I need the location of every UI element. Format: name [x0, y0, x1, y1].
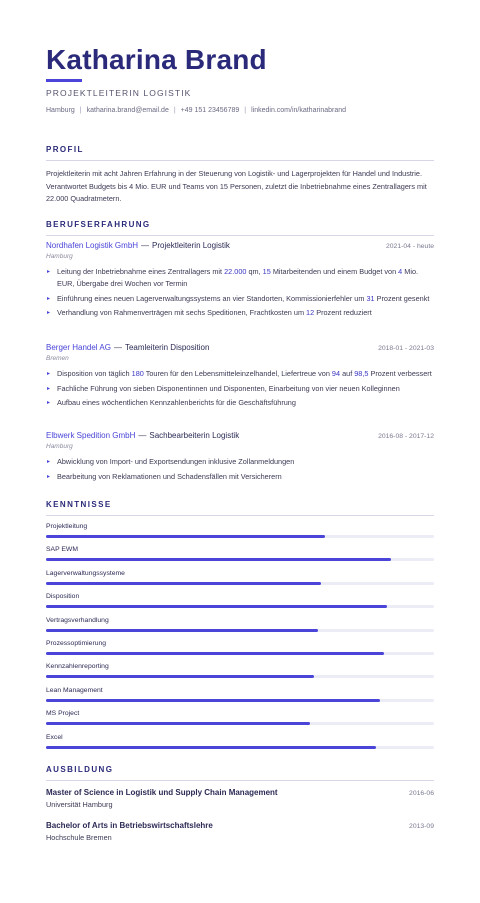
experience-entry: [46, 431, 434, 485]
education-date: 2013-09: [409, 823, 434, 830]
candidate-name: Katharina Brand: [46, 44, 267, 75]
skill-item: [46, 640, 434, 655]
achievement-text: Mio. EUR, Übergabe drei Wochen vor Termin: [57, 267, 419, 288]
experience-dates: 2018-01 - 2021-03: [378, 345, 434, 352]
skill-bar-track: [46, 605, 434, 608]
contact-location: Hamburg: [46, 107, 75, 114]
skill-item: [46, 546, 434, 561]
achievement-text: Bearbeitung von Reklamationen und Schadensfällen mit Versicherern: [57, 471, 282, 481]
skill-item: [46, 523, 434, 538]
highlighted-figure: 98,5: [354, 369, 369, 378]
company-name[interactable]: Nordhafen Logistik GmbH: [46, 241, 139, 250]
experience-header: [46, 431, 434, 440]
skill-label: Excel: [46, 733, 63, 741]
experience-header: [46, 241, 434, 250]
bullet-chevron-icon: ▸: [47, 310, 51, 316]
skill-item: [46, 617, 434, 632]
section-heading-education: AUSBILDUNG: [46, 765, 434, 781]
experience-entry: [46, 343, 434, 412]
title-separator: —: [141, 241, 150, 250]
section-heading-experience: BERUFSERFAHRUNG: [46, 220, 434, 236]
achievement-text: Prozent reduziert: [314, 308, 372, 317]
achievement-text: Prozent verbessert: [368, 369, 432, 378]
skill-label: MS Project: [46, 710, 80, 718]
contact-separator: |: [244, 107, 247, 114]
skill-bar-fill: [46, 605, 387, 608]
highlighted-figure: 4: [398, 267, 403, 276]
skill-bar-track: [46, 652, 434, 655]
achievement-item: [46, 368, 434, 380]
highlighted-figure: 31: [366, 293, 375, 303]
school-name: Universität Hamburg: [46, 800, 113, 809]
degree-title: Bachelor of Arts in Betriebswirtschaftslehre: [46, 821, 213, 830]
skill-bar-fill: [46, 722, 310, 725]
experience-title-line: [46, 431, 239, 440]
achievement-text: Einführung eines neuen Lagerverwaltungssystems an vier Standorten, Kommissionierfehler um: [57, 293, 367, 303]
contact-separator: |: [79, 107, 82, 114]
highlighted-figure: 180: [131, 369, 144, 378]
achievement-text: Aufbau eines wöchentlichen Kennzahlenberichts für die Geschäftsführung: [57, 398, 296, 407]
achievement-item: [46, 307, 434, 319]
achievement-item: [46, 266, 434, 290]
achievement-item: [46, 471, 434, 483]
skill-bar-fill: [46, 558, 391, 561]
experience-dates: 2021-04 - heute: [386, 243, 434, 250]
experience-title-line: [46, 343, 209, 352]
skill-bar-track: [46, 722, 434, 725]
achievement-text: Abwicklung von Import- und Exportsendungen inklusive Zollanmeldungen: [57, 457, 295, 466]
achievement-item: [46, 456, 434, 468]
skill-bar-track: [46, 629, 434, 632]
role-title: Teamleiterin Disposition: [124, 343, 210, 352]
achievement-text: Touren für den Lebensmitteleinzelhandel, Liefertreue von: [143, 369, 332, 378]
skill-label: Vertragsverhandlung: [46, 616, 109, 624]
title-separator: —: [113, 343, 122, 352]
school-name: Hochschule Bremen: [46, 833, 112, 842]
highlighted-figure: 22.000: [224, 267, 247, 276]
title-separator: —: [138, 431, 147, 440]
skill-bar-track: [46, 699, 434, 702]
skill-label: Kennzahlenreporting: [46, 663, 109, 671]
company-name[interactable]: Elbwerk Spedition GmbH: [46, 431, 136, 440]
experience-location: Bremen: [46, 355, 69, 362]
skill-bar-track: [46, 558, 434, 561]
bullet-chevron-icon: ▸: [47, 400, 51, 406]
bullet-chevron-icon: ▸: [47, 295, 51, 302]
skill-bar-track: [46, 675, 434, 678]
contact-email[interactable]: katharina.brand@email.de: [86, 107, 169, 114]
highlighted-figure: 12: [306, 308, 315, 317]
achievement-list: [46, 456, 434, 483]
achievement-text: Verhandlung von Rahmenverträgen mit sechs Speditionen, Frachtkosten um: [57, 308, 307, 317]
skill-item: [46, 687, 434, 702]
skill-label: SAP EWM: [46, 546, 78, 554]
name-underline: [46, 79, 82, 82]
contact-line: [46, 107, 346, 114]
bullet-chevron-icon: ▸: [47, 459, 51, 465]
experience-header: [46, 343, 434, 352]
role-title: Sachbearbeiterin Logistik: [149, 431, 240, 440]
role-title: Projektleiterin Logistik: [152, 241, 230, 250]
skill-bar-fill: [46, 746, 376, 749]
achievement-text: Mitarbeitenden und einem Budget von: [270, 267, 399, 276]
bullet-chevron-icon: ▸: [47, 269, 51, 275]
contact-linkedin[interactable]: linkedin.com/in/katharinabrand: [251, 107, 347, 114]
skill-bar-track: [46, 535, 434, 538]
skill-bar-fill: [46, 629, 318, 632]
profile-summary: Projektleiterin mit acht Jahren Erfahrung in der Steuerung von Logistik- und Lagerprojekten für Handel und Industrie. Verantwortet Budgets bis 4 Mio. EUR und Teams von 15 Personen, zuletzt die Inbetriebnahme eines Zentrallagers mit 22.000 Quadratmetern.: [46, 169, 427, 203]
education-header: [46, 821, 434, 830]
contact-separator: |: [173, 107, 176, 114]
skill-item: [46, 734, 434, 749]
skill-item: [46, 663, 434, 678]
skill-item: [46, 710, 434, 725]
experience-title-line: [46, 241, 230, 250]
achievement-text: auf: [340, 369, 355, 378]
education-entry: [46, 788, 434, 809]
experience-entry: [46, 241, 434, 322]
education-date: 2016-06: [409, 790, 434, 797]
achievement-item: [46, 397, 434, 409]
company-name[interactable]: Berger Handel AG: [46, 343, 111, 352]
achievement-text: Disposition von täglich: [57, 369, 132, 378]
skill-bar-fill: [46, 699, 380, 702]
bullet-chevron-icon: ▸: [47, 473, 51, 480]
skill-bar-fill: [46, 535, 325, 538]
experience-location: Hamburg: [46, 253, 73, 260]
achievement-text: Fachliche Führung von sieben Disponentinnen und Disponenten, Einarbeitung von vier neuen Kolleginnen: [57, 383, 400, 393]
experience-dates: 2016-08 - 2017-12: [378, 433, 434, 440]
skill-label: Projektleitung: [46, 523, 88, 530]
skill-label: Lagerverwaltungssysteme: [46, 569, 125, 577]
achievement-text: qm,: [246, 267, 263, 276]
contact-phone[interactable]: +49 151 23456789: [180, 107, 240, 114]
highlighted-figure: 15: [262, 267, 271, 276]
education-entry: [46, 821, 434, 842]
section-heading-profile: PROFIL: [46, 145, 434, 161]
skill-label: Prozessoptimierung: [46, 640, 107, 647]
skill-label: Lean Management: [46, 686, 103, 694]
achievement-text: Leitung der Inbetriebnahme eines Zentrallagers mit: [57, 267, 225, 276]
skill-bar-track: [46, 582, 434, 585]
bullet-chevron-icon: ▸: [47, 385, 51, 392]
achievement-list: [46, 368, 434, 409]
education-header: [46, 788, 434, 797]
degree-title: Master of Science in Logistik und Supply Chain Management: [46, 788, 278, 797]
skill-bar-fill: [46, 652, 384, 655]
skill-label: Disposition: [46, 593, 80, 601]
experience-location: Hamburg: [46, 443, 73, 450]
bullet-chevron-icon: ▸: [47, 371, 51, 377]
achievement-item: [46, 293, 434, 305]
achievement-item: [46, 383, 434, 395]
job-title: PROJEKTLEITERIN LOGISTIK: [46, 88, 192, 98]
achievement-text: Prozent gesenkt: [374, 293, 430, 303]
skill-bar-fill: [46, 582, 321, 585]
skill-bar-fill: [46, 675, 314, 678]
skill-item: [46, 593, 434, 608]
achievement-list: [46, 266, 434, 319]
section-heading-skills: KENNTNISSE: [46, 500, 434, 516]
skill-item: [46, 570, 434, 585]
highlighted-figure: 94: [331, 369, 341, 378]
skill-bar-track: [46, 746, 434, 749]
